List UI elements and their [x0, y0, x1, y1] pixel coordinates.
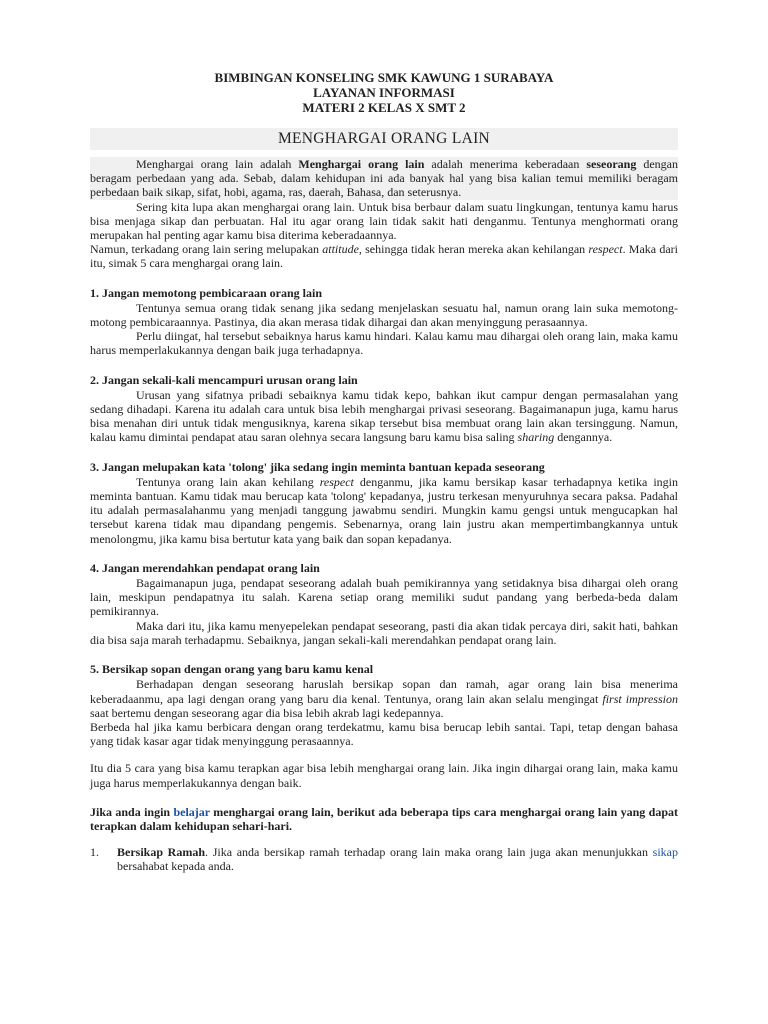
header-school: BIMBINGAN KONSELING SMK KAWUNG 1 SURABAYA: [214, 70, 554, 85]
document-body: [90, 157, 678, 874]
tips-list: [90, 845, 678, 873]
header-material: MATERI 2 KELAS X SMT 2: [302, 100, 466, 115]
section-heading: 2. Jangan sekali-kali mencampuri urusan orang lain: [90, 372, 358, 387]
intro-paragraph-2: Sering kita lupa akan menghargai orang lain. Untuk bisa berbaur dalam suatu lingkungan, tentunya kamu harus bisa menjaga sikap dan perbuatan. Hal itu agar orang lain tidak sakit hati denganmu. Tentunya menghormati orang merupakan hal penting agar kamu bisa diterima keberadaannya.: [90, 199, 678, 243]
sikap-link[interactable]: sikap: [652, 845, 679, 860]
section-heading: 3. Jangan melupakan kata 'tolong' jika sedang ingin meminta bantuan kepada seseorang: [90, 459, 545, 474]
section-paragraph: Perlu diingat, hal tersebut sebaiknya harus kamu hindari. Kalau kamu mau dihargai oleh orang lain, maka kamu harus memperlakukannya dengan baik juga terhadapnya.: [90, 329, 678, 358]
section-paragraph: Maka dari itu, jika kamu menyepelekan pendapat seseorang, pasti dia akan tidak percaya diri, sakit hati, bahkan dia bisa saja marah terhadapmu. Sebaiknya, jangan sekali-kali merendahkan pendapat orang lain.: [90, 618, 678, 647]
section-heading: 1. Jangan memotong pembicaraan orang lain: [90, 285, 323, 300]
section-heading: 4. Jangan merendahkan pendapat orang lain: [90, 560, 320, 575]
closing-paragraph: Itu dia 5 cara yang bisa kamu terapkan agar bisa lebih menghargai orang lain. Jika ingin dihargai orang lain, maka kamu juga harus memperlakukannya dengan baik.: [90, 761, 678, 790]
intro-paragraph-1: Menghargai orang lain adalah Menghargai orang lain adalah menerima keberadaan seseorang dengan beragam perbedaan yang ada. Sebab, dalam kehidupan ini ada banyak hal yang bisa kalian temui memiliki beragam perbedaan baik sikap, sifat, hobi, agama, ras, daerah, Bahasa, dan seterusnya.: [90, 157, 678, 200]
section-paragraph: Berbeda hal jika kamu berbicara dengan orang terdekatmu, kamu bisa berucap lebih santai. Tapi, tetap dengan bahasa yang tidak kasar agar tidak menyinggung perasaannya.: [90, 719, 678, 749]
document-header: [0, 70, 768, 115]
section-paragraph: Berhadapan dengan seseorang haruslah bersikap sopan dan ramah, agar orang lain bisa menerima keberadaanmu, apa lagi dengan orang yang baru dia kenal. Tentunya, orang lain akan selalu mengingat first impression saat bertemu dengan seseorang agar dia bisa lebih akrab lagi kedepannya.: [90, 677, 678, 720]
section-heading: 5. Bersikap sopan dengan orang yang baru kamu kenal: [90, 662, 374, 677]
section-paragraph: Tentunya orang lain akan kehilang respect denganmu, jika kamu bersikap kasar terhadapnya ketika ingin meminta bantuan. Kamu tidak mau berucap kata 'tolong' kepadanya, justru terkesan menyuruhnya secara paksa. Padahal itu adalah permasalahanmu yang menjadi tanggung jawabmu sendiri. Mungkin kamu gengsi untuk mengucapkan hal tersebut karena tidak mau dipandang pengemis. Sebenarnya, orang lain justru akan mempertimbangkannya untuk menolongmu, jika kamu bisa bertutur kata yang baik dan sopan kepadanya.: [90, 474, 678, 546]
document-title: MENGHARGAI ORANG LAIN: [277, 130, 491, 147]
section-paragraph: Bagaimanapun juga, pendapat seseorang adalah buah pemikirannya yang setidaknya bisa dihargai oleh orang lain, meskipun pendapatnya itu salah. Karena setiap orang memiliki sudut pandang yang berbeda-beda dalam pemikirannya.: [90, 576, 678, 619]
list-item: 1. Bersikap Ramah. Jika anda bersikap ramah terhadap orang lain maka orang lain juga akan menunjukkan sikap bersahabat kepada anda.: [90, 845, 679, 874]
section-paragraph: Tentunya semua orang tidak senang jika sedang menjelaskan sesuatu hal, namun orang lain suka memotong-motong pembicaraannya. Pastinya, dia akan merasa tidak dihargai dan akan menyinggung perasaannya.: [90, 300, 678, 330]
belajar-link[interactable]: belajar: [173, 804, 210, 819]
intro-paragraph-3: Namun, terkadang orang lain sering melupakan attitude, sehingga tidak heran mereka akan kehilangan respect. Maka dari itu, simak 5 cara menghargai orang lain.: [90, 242, 678, 271]
section-paragraph: Urusan yang sifatnya pribadi sebaiknya kamu tidak kepo, bahkan ikut campur dengan permasalahan yang sedang dihadapi. Karena itu adalah cara untuk bisa lebih menghargai privasi seseorang. Bagaimanapun juga, kamu harus bisa menahan diri untuk tidak mengusiknya, karena sikap tersebut bisa membuat orang lain akan tersinggung. Namun, kalau kamu dimintai pendapat atau saran olehnya secara langsung baru kamu bisa saling sharing dengannya.: [90, 387, 678, 445]
tips-intro: Jika anda ingin belajar menghargai orang lain, berikut ada beberapa tips cara menghargai orang lain yang dapat terapkan dalam kehidupan sehari-hari.: [90, 804, 678, 833]
header-service: LAYANAN INFORMASI: [313, 85, 455, 100]
